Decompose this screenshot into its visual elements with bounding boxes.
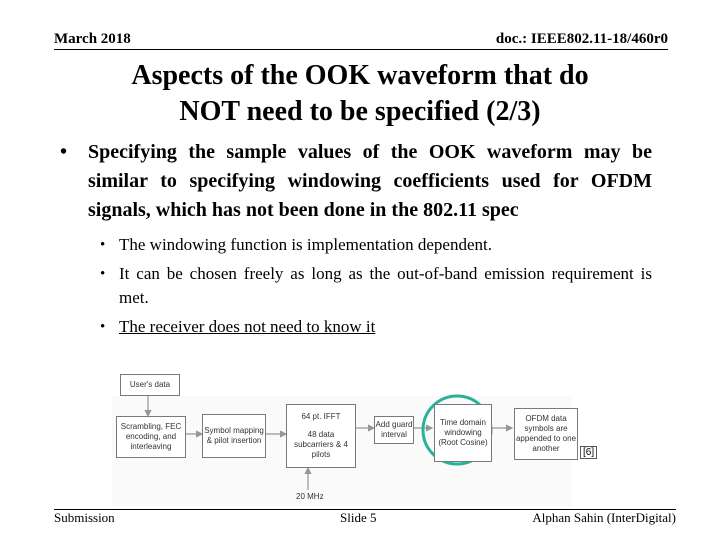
title-line-2: NOT need to be specified (2/3) — [179, 96, 541, 127]
bullet-dot-icon: • — [100, 266, 106, 282]
sub-bullet-text: The windowing function is implementation dependent. — [119, 235, 492, 254]
symbol-mapping-label: Symbol mapping & pilot insertion — [204, 426, 264, 445]
sub-bullet-1 — [60, 233, 652, 257]
user-data-box — [120, 374, 180, 396]
ofdm-output-box — [514, 408, 578, 460]
sub-bullet-text: The receiver does not need to know it — [119, 317, 376, 336]
sub-bullet-2 — [60, 262, 652, 310]
header-doc-id: doc.: IEEE802.11-18/460r0 — [495, 31, 668, 47]
ofdm-output-label: OFDM data symbols are appended to one another — [515, 414, 577, 453]
header-date: March 2018 — [54, 31, 131, 47]
ifft-box — [286, 404, 356, 468]
sub-bullet-list — [60, 233, 652, 339]
bullet-dot-icon: • — [100, 319, 106, 335]
symbol-mapping-box — [202, 414, 266, 458]
main-bullet-text: Specifying the sample values of the OOK waveform may be similar to specifying windowing coefficients used for OFDM signals, which has not been done in the 802.11 spec — [88, 141, 652, 221]
slide-title — [60, 58, 660, 130]
clock-label: 20 MHz — [296, 492, 324, 501]
sub-bullet-3 — [60, 315, 652, 339]
windowing-label: Time domain windowing (Root Cosine) — [438, 418, 488, 447]
scrambling-label: Scrambling, FEC encoding, and interleaving — [120, 422, 182, 451]
scrambling-box — [116, 416, 186, 458]
guard-interval-label: Add guard interval — [375, 420, 413, 439]
bullet-dot-icon: • — [100, 237, 106, 253]
windowing-box — [434, 404, 492, 462]
bullet-list — [60, 138, 652, 344]
header-divider — [54, 49, 668, 50]
main-bullet — [60, 138, 652, 225]
guard-interval-box — [374, 416, 414, 444]
reference-tag: [6] — [580, 446, 597, 459]
footer-author: Alphan Sahin (InterDigital) — [532, 510, 676, 525]
title-line-1: Aspects of the OOK waveform that do — [131, 60, 589, 91]
user-data-label: User's data — [129, 380, 171, 389]
footer-submission: Submission — [54, 510, 115, 525]
ofdm-transmitter-diagram — [112, 368, 608, 506]
sub-bullet-text: It can be chosen freely as long as the out-of-band emission requirement is met. — [119, 264, 652, 307]
footer-slide-number: Slide 5 — [340, 510, 377, 525]
ifft-label: 64 pt. IFFT — [301, 412, 341, 421]
ifft-subcarrier-label: 48 data subcarriers & 4 pilots — [294, 430, 348, 459]
bullet-dot-icon: • — [60, 141, 68, 163]
